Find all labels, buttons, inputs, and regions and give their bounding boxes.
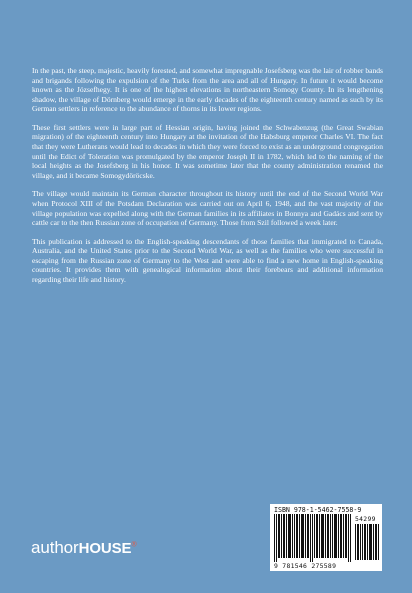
- paragraph-1: In the past, the steep, majestic, heavily forested, and somewhat impregnable Josefsberg was the lair of robber bands and brigands following the expulsion of the Turks from the area and all of Hungary. In future it would become known as the Józsefhegy. It is one of the highest elevations in northeastern Somogy County. In its lengthening shadow, the village of Dörnberg would emerge in the early decades of the eighteenth century named as such by its German settlers in reference to the abundance of thorns in its lower regions.: [32, 66, 383, 114]
- logo-part-house: HOUSE: [78, 540, 132, 557]
- publisher-logo: [31, 538, 137, 558]
- blurb-text: [32, 66, 383, 293]
- barcode-icon: [273, 514, 353, 562]
- isbn-barcode: [270, 504, 382, 571]
- barcode-addon: 54299: [355, 515, 376, 523]
- barcode-number: 9 781546 275589: [274, 562, 337, 570]
- isbn-label: ISBN 978-1-5462-7558-9: [274, 506, 362, 514]
- paragraph-3: The village would maintain its German character throughout its history until the end of the Second World War when Protocol XIII of the Potsdam Declaration was carried out on April 6, 1948, and the vast majority of the village population was expelled along with the German families in its affiliates in Bonnya and Gadács and sent by cattle car to the then Russian zone of occupation of Germany. Those from Szil followed a week later.: [32, 189, 383, 228]
- registered-mark: ®: [131, 541, 137, 549]
- logo-part-author: author: [31, 538, 79, 557]
- paragraph-2: These first settlers were in large part of Hessian origin, having joined the Schwabenzug (the Great Swabian migration) of the eighteenth century into Hungary at the invitation of the Habsburg emperor Charles VI. The fact that they were Lutherans would lead to decades in which they were forced to exist as an underground congregation until the Edict of Toleration was promulgated by the emperor Joseph II in 1782, which led to the naming of the local heights as the Josefsberg in his honor. It was sometime later that the county administration renamed the village, and it became Somogydöröcske.: [32, 122, 383, 180]
- addon-barcode-icon: [355, 524, 379, 560]
- paragraph-4: This publication is addressed to the English-speaking descendants of those families that immigrated to Canada, Australia, and the United States prior to the Second World War, as well as the families who were successful in escaping from the Russian zone of Germany to the West and were able to find a new home in English-speaking countries. It provides them with genealogical information about their forebears and additional information regarding their life and history.: [32, 236, 383, 284]
